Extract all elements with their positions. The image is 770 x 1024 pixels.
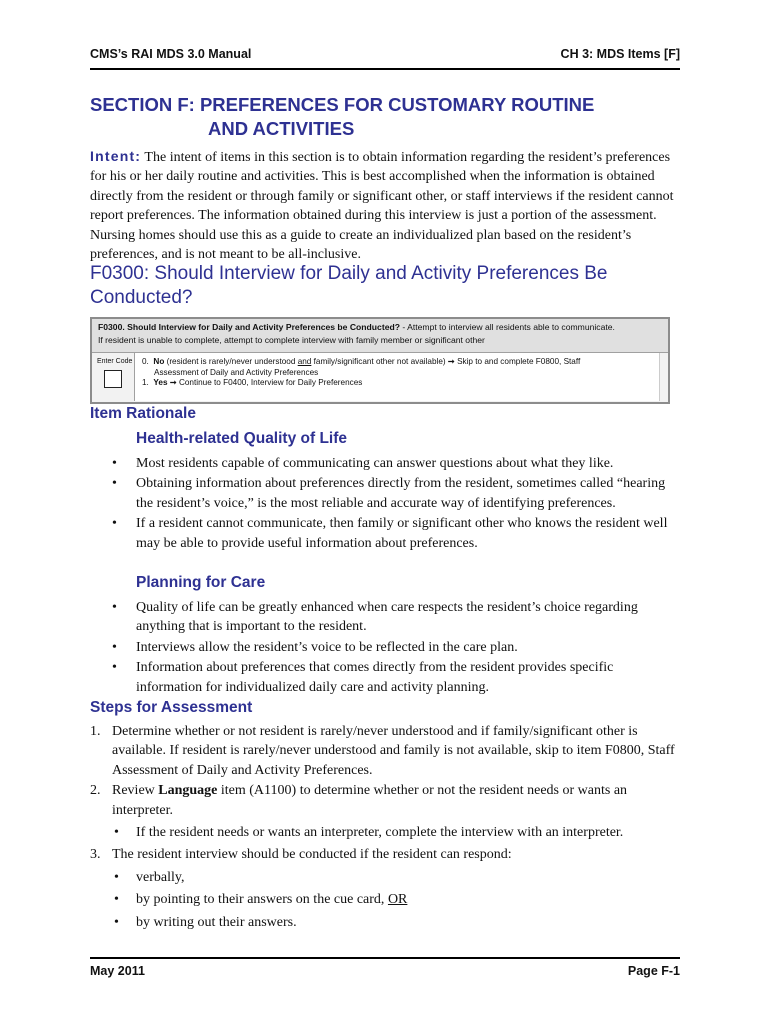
step-1: 1. Determine whether or not resident is rarely/never understood and if family/significant other is available. If resident is rarely/never understood and family is not available, skip to item F0800, Staff Assessment of Daily and Activity Preferences. [90,724,675,778]
header-rule [90,68,680,70]
item-title: F0300: Should Interview for Daily and Activity Preferences Be Conducted? [90,263,608,308]
intent-paragraph [90,147,682,264]
intent-text: The intent of items in this section is to obtain information regarding the resident’s preferences for his or her daily routine and activities. This is best accomplished when the information is obtained directly from the resident or through family or significant other, or staff interviews if the resident cannot report preferences. The information obtained during this interview is just a portion of the assessment. Nursing homes should use this as a guide to create an individualized plan based on the resident’s preferences, and is not meant to be all-inclusive. [90,150,674,263]
enter-code-cell [92,353,135,401]
page-number: Page F-1 [627,964,680,978]
step-3: 3. The resident interview should be conducted if the resident can respond: [90,847,512,863]
enter-code-box[interactable] [104,370,122,388]
list-item: • Obtaining information about preferences directly from the resident, sometimes called “hearing the resident’s voice,” is the most reliable and accurate way of identifying preferences. [112,476,666,511]
section-title [90,93,690,141]
arrow-icon: ➞ [447,357,455,366]
header-manual-title: CMS’s RAI MDS 3.0 Manual [90,47,252,61]
list-item: • Most residents capable of communicating can answer questions about what they like. [112,456,614,471]
enter-code-label: Enter Code [97,358,133,365]
form-body [92,353,668,401]
form-header [92,319,668,353]
form-right-margin [659,353,668,401]
section-title-line1: SECTION F: PREFERENCES FOR CUSTOMARY ROUTINE [90,94,595,115]
intent-label: Intent: [90,148,142,164]
quality-of-life-heading: Health-related Quality of Life [136,430,348,447]
header-chapter: CH 3: MDS Items [F] [560,47,680,61]
section-title-line2: AND ACTIVITIES [208,118,355,139]
list-item: • Interviews allow the resident’s voice to be reflected in the care plan. [112,639,518,655]
list-item: • Quality of life can be greatly enhanced when care respects the resident’s choice regarding anything that is important to the resident. [112,600,638,635]
option-0: 0. No (resident is rarely/never understood and family/significant other not available) ➞ Skip to and complete F0800, Staff [142,357,581,366]
running-footer [90,964,680,978]
list-item: • If a resident cannot communicate, then family or significant other who knows the resident well may be able to provide useful information about preferences. [112,516,668,551]
option-1: 1. Yes ➞ Continue to F0400, Interview for Daily Preferences [142,378,363,387]
step-3-bullet: • by writing out their answers. [114,914,297,930]
step-2: 2. Review Language item (A1100) to determine whether or not the resident needs or wants an interpreter. [90,783,628,818]
code-options [142,357,580,389]
planning-for-care-list [0,598,682,698]
step-3-bullet: • by pointing to their answers on the cue card, OR [114,892,408,908]
planning-for-care-heading: Planning for Care [136,574,266,591]
form-instruction-line2: If resident is unable to complete, attempt to complete interview with family member or significant other [98,335,485,345]
footer-date: May 2011 [90,964,145,978]
mds-item-form [90,317,670,404]
step-2-bullet: • If the resident needs or wants an interpreter, complete the interview with an interpreter. [114,825,624,841]
form-instruction: - Attempt to interview all residents able to communicate. [399,322,615,332]
footer-rule [90,957,680,959]
steps-heading: Steps for Assessment [90,699,253,716]
quality-of-life-list [0,454,682,554]
option-0-continued: Assessment of Daily and Activity Preferences [154,367,319,377]
arrow-icon: ➞ [169,378,177,387]
list-item: • Information about preferences that comes directly from the resident provides specific information for individualized daily care and activity planning. [112,660,614,695]
running-header [90,47,680,61]
step-3-bullet: • verbally, [114,869,185,885]
steps-list [0,722,682,933]
form-question: F0300. Should Interview for Daily and Activity Preferences be Conducted? [98,322,400,332]
item-rationale-heading: Item Rationale [90,405,196,422]
